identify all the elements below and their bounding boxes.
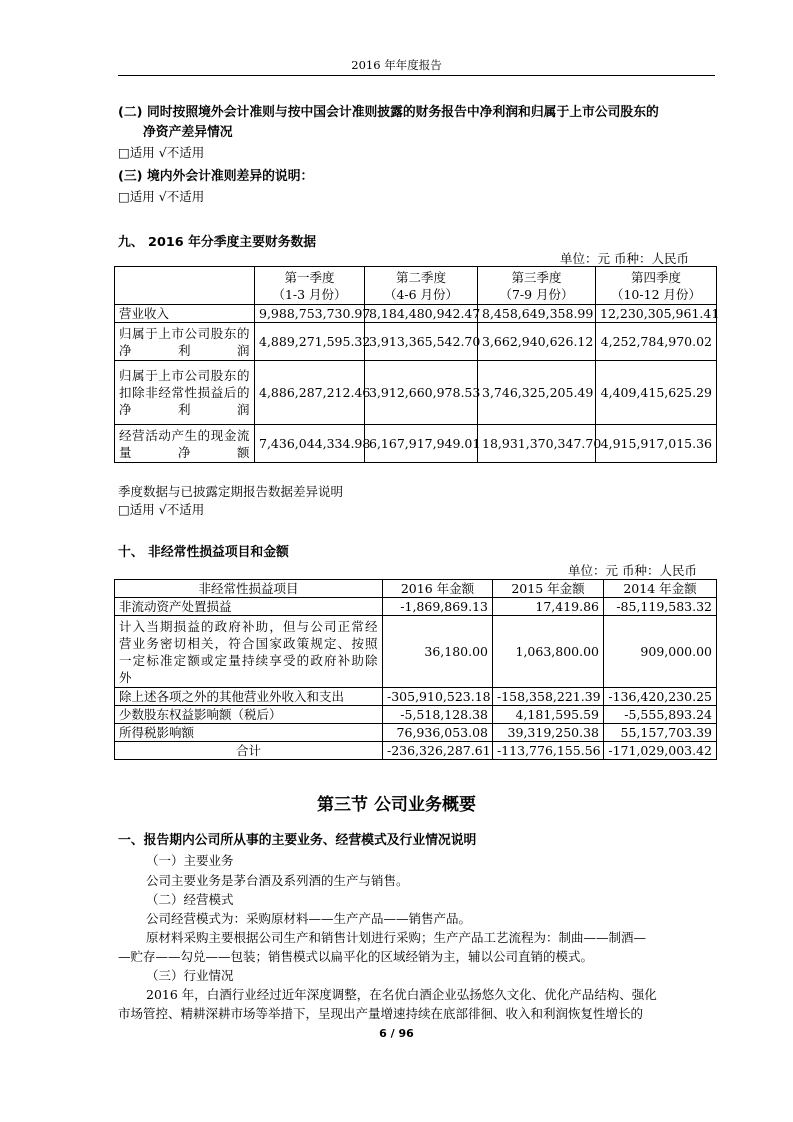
quarterly-unit-label: 单位：元 币种：人民币 [560, 251, 689, 266]
sec2-title-line2: 净资产差异情况 [143, 125, 233, 140]
table-row [115, 305, 717, 323]
table-header-row [115, 267, 717, 305]
header-q1-name: 第一季度 [284, 269, 335, 285]
main-business-text: 公司主要业务是茅台酒及系列酒的生产与销售。 [146, 873, 409, 888]
cell-value: 8,184,480,942.47 [365, 305, 478, 323]
business-model-text: 公司经营模式为：采购原材料——生产产品——销售产品。 [146, 911, 472, 926]
cell-value: 4,886,287,212.46 [255, 361, 365, 425]
total-label: 合计 [115, 742, 383, 760]
cell-value: -5,518,128.38 [383, 706, 493, 724]
cell-value: 18,931,370,347.70 [478, 425, 596, 463]
table-row [115, 724, 717, 742]
cell-value: 1,063,800.00 [493, 616, 604, 688]
header-q3-name: 第三季度 [511, 269, 562, 285]
table-total-row [115, 742, 717, 760]
table-row [115, 361, 717, 425]
header-q2-months: （4-6 月份） [383, 286, 459, 302]
header-q2-name: 第二季度 [395, 269, 446, 285]
row-label: 营业收入 [115, 305, 255, 323]
row-label: 非流动资产处置损益 [115, 598, 383, 616]
cell-value: -85,119,583.32 [604, 598, 717, 616]
row-label: 计入当期损益的政府补助，但与公司正常经营业务密切相关，符合国家政策规定、按照一定标准定额或定量持续享受的政府补助除外 [115, 616, 383, 688]
header-q4 [596, 267, 717, 305]
cell-value: -5,555,893.24 [604, 706, 717, 724]
cell-value: 36,180.00 [383, 616, 493, 688]
cell-value: -236,326,287.61 [383, 742, 493, 760]
cell-value: 17,419.86 [493, 598, 604, 616]
table-row [115, 688, 717, 706]
header-q3-months: （7-9 月份） [499, 286, 574, 302]
header-q2 [365, 267, 478, 305]
cell-value: -158,358,221.39 [493, 688, 604, 706]
cell-value: 12,230,305,961.41 [596, 305, 717, 323]
cell-value: 4,181,595.59 [493, 706, 604, 724]
header-q4-months: （10-12 月份） [610, 286, 701, 302]
sec3-options: □适用 √不适用 [118, 189, 205, 204]
sub-business-model: （二）经营模式 [146, 892, 234, 907]
non-recurring-section-title: 十、 非经常性损益项目和金额 [118, 545, 289, 560]
cell-value: 76,936,053.08 [383, 724, 493, 742]
cell-value: -136,420,230.25 [604, 688, 717, 706]
table-row [115, 323, 717, 361]
procurement-text-line1: 原材料采购主要根据公司生产和销售计划进行采购；生产产品工艺流程为：制曲——制酒— [146, 930, 647, 945]
sub-industry: （三）行业情况 [146, 968, 234, 983]
table-row [115, 425, 717, 463]
cell-value: 3,913,365,542.70 [365, 323, 478, 361]
header-empty-cell [115, 267, 255, 305]
header-2015: 2015 年金额 [493, 580, 604, 598]
cell-value: 4,915,917,015.36 [596, 425, 717, 463]
cell-value: 4,889,271,595.32 [255, 323, 365, 361]
header-q1 [255, 267, 365, 305]
row-label: 经营活动产生的现金流量净额 [115, 425, 255, 463]
cell-value: 6,167,917,949.01 [365, 425, 478, 463]
page-number: 6 / 96 [379, 1027, 414, 1040]
cell-value: -1,869,869.13 [383, 598, 493, 616]
cell-value: -113,776,155.56 [493, 742, 604, 760]
quarterly-diff-note: 季度数据与已披露定期报告数据差异说明 [118, 484, 344, 499]
header-item: 非经常性损益项目 [115, 580, 383, 598]
cell-value: 55,157,703.39 [604, 724, 717, 742]
cell-value: 3,912,660,978.53 [365, 361, 478, 425]
page-header-title: 2016 年年度报告 [351, 58, 442, 72]
table-row [115, 706, 717, 724]
table-row [115, 598, 717, 616]
table-row [115, 616, 717, 688]
cell-value: 3,746,325,205.49 [478, 361, 596, 425]
sec3-title: (三) 境内外会计准则差异的说明： [118, 169, 314, 184]
cell-value: 8,458,649,358.99 [478, 305, 596, 323]
cell-value: -171,029,003.42 [604, 742, 717, 760]
cell-value: 4,252,784,970.02 [596, 323, 717, 361]
quarterly-data-table [114, 266, 720, 463]
header-2016: 2016 年金额 [383, 580, 493, 598]
row-label: 少数股东权益影响额（税后） [115, 706, 383, 724]
sec2-title-line1: (二) 同时按照境外会计准则与按中国会计准则披露的财务报告中净利润和归属于上市公司股东的 [118, 105, 659, 120]
industry-text-line1: 2016 年，白酒行业经过近年深度调整，在名优白酒企业弘扬悠久文化、优化产品结构、强化 [146, 987, 657, 1002]
header-q4-name: 第四季度 [630, 269, 681, 285]
quarterly-diff-options: □适用 √不适用 [118, 502, 205, 517]
table-header-row [115, 580, 717, 598]
cell-value: 39,319,250.38 [493, 724, 604, 742]
row-label: 所得税影响额 [115, 724, 383, 742]
cell-value: 4,409,415,625.29 [596, 361, 717, 425]
sub-main-business: （一）主要业务 [146, 853, 234, 868]
row-label: 归属于上市公司股东的扣除非经常性损益后的净利润 [115, 361, 255, 425]
non-recurring-unit-label: 单位：元 币种：人民币 [568, 563, 697, 578]
cell-value: 909,000.00 [604, 616, 717, 688]
quarterly-section-title: 九、 2016 年分季度主要财务数据 [118, 235, 317, 250]
row-label: 归属于上市公司股东的净利润 [115, 323, 255, 361]
cell-value: 9,988,753,730.97 [255, 305, 365, 323]
business-heading: 一、报告期内公司所从事的主要业务、经营模式及行业情况说明 [118, 833, 477, 848]
section-three-title: 第三节 公司业务概要 [317, 795, 476, 815]
industry-text-line2: 市场管控、精耕深耕市场等举措下，呈现出产量增速持续在底部徘徊、收入和利润恢复性增长的 [118, 1006, 644, 1021]
header-q3 [478, 267, 596, 305]
cell-value: 7,436,044,334.98 [255, 425, 365, 463]
header-2014: 2014 年金额 [604, 580, 717, 598]
header-divider [118, 75, 715, 76]
procurement-text-line2: —贮存——勾兑——包装；销售模式以扁平化的区域经销为主，辅以公司直销的模式。 [118, 949, 594, 964]
cell-value: -305,910,523.18 [383, 688, 493, 706]
header-q1-months: （1-3 月份） [272, 286, 347, 302]
cell-value: 3,662,940,626.12 [478, 323, 596, 361]
non-recurring-table [114, 579, 717, 760]
sec2-options: □适用 √不适用 [118, 145, 205, 160]
row-label: 除上述各项之外的其他营业外收入和支出 [115, 688, 383, 706]
